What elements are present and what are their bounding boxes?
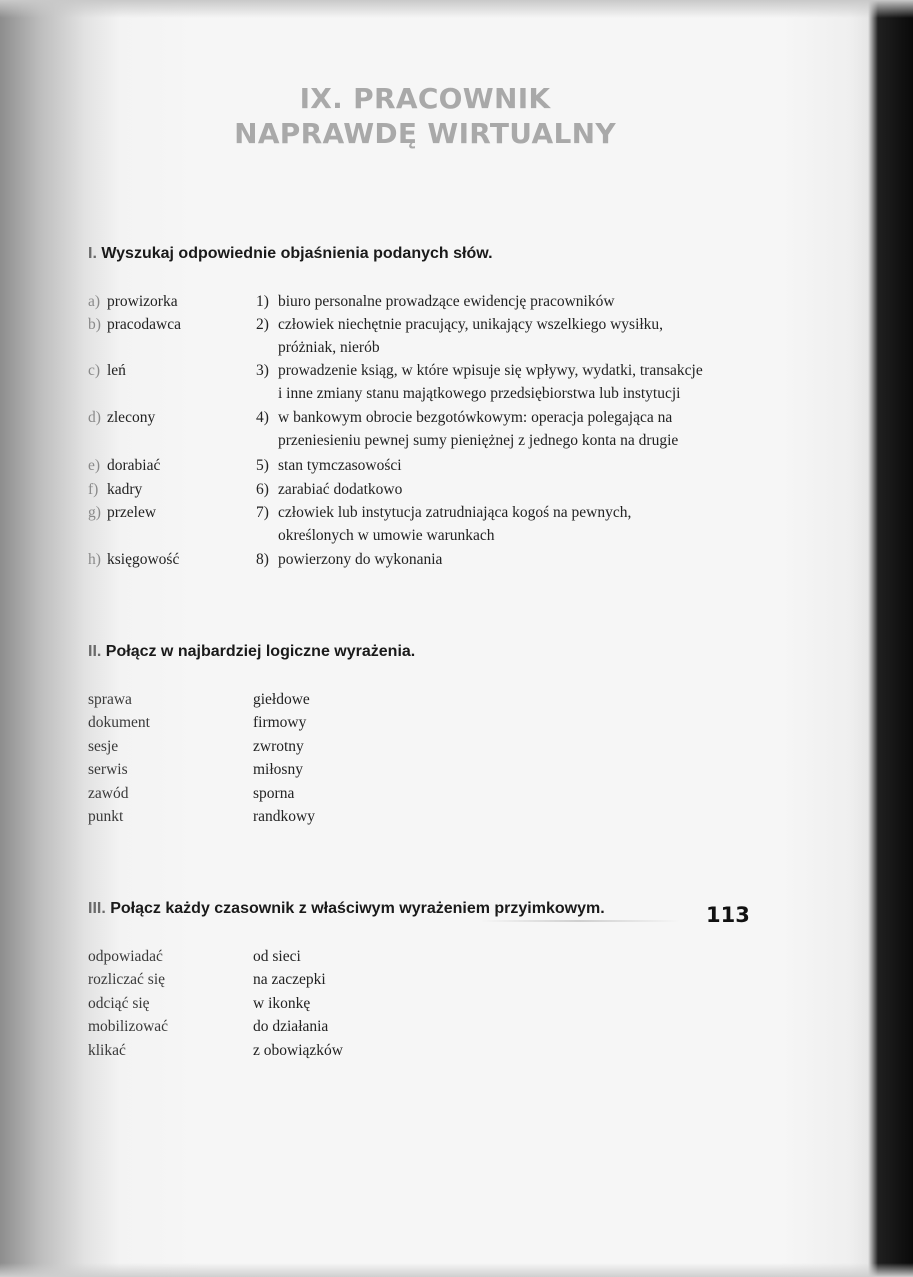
list-item: firmowy xyxy=(253,714,307,732)
list-item: mobilizować xyxy=(88,1018,169,1036)
definition-item: 8) powierzony do wykonania xyxy=(256,551,443,568)
section-2-heading xyxy=(88,643,415,661)
list-item: miłosny xyxy=(253,761,303,779)
section-1-heading xyxy=(88,245,493,263)
word-item: d) zlecony xyxy=(88,409,156,426)
list-item: do działania xyxy=(253,1018,329,1036)
definition-item: 4) w bankowym obrocie bezgotówkowym: operacja polegająca na przeniesieniu pewnej sumy pieniężnej z jednego konta na drugie xyxy=(256,409,679,449)
list-item: na zaczepki xyxy=(253,971,326,989)
divider xyxy=(480,920,680,922)
section-1-number: I. xyxy=(88,245,97,262)
definition-item: 6) zarabiać dodatkowo xyxy=(256,481,403,498)
list-item: w ikonkę xyxy=(253,994,311,1012)
list-item: rozliczać się xyxy=(88,971,166,989)
word-item: g) przelew xyxy=(88,504,157,521)
section-1-instruction: Wyszukaj odpowiednie objaśnienia podanych słów. xyxy=(101,245,493,262)
list-item: od sieci xyxy=(253,948,301,965)
list-item: zawód xyxy=(88,784,129,802)
definition-item: 3) prowadzenie ksiąg, w które wpisuje się wpływy, wydatki, transakcje i inne zmiany stanu majątkowego przedsiębiorstwa lub instytucji xyxy=(256,362,703,402)
definition-item: 1) biuro personalne prowadzące ewidencję pracowników xyxy=(256,293,615,310)
definition-item: 5) stan tymczasowości xyxy=(256,457,402,474)
section-3-left-column xyxy=(88,945,168,1062)
section-3-heading xyxy=(88,900,605,918)
list-item: dokument xyxy=(88,714,150,732)
section-3-right-column xyxy=(253,945,343,1062)
list-item: klikać xyxy=(88,1041,126,1059)
list-item: odpowiadać xyxy=(88,948,163,965)
definition-item: 2) człowiek niechętnie pracujący, unikający wszelkiego wysiłku, próżniak, nierób xyxy=(256,316,664,356)
scan-shadow-bottom xyxy=(0,1263,913,1277)
list-item: z obowiązków xyxy=(253,1041,343,1059)
list-item: serwis xyxy=(88,761,128,779)
section-3-instruction: Połącz każdy czasownik z właściwym wyrażeniem przyimkowym. xyxy=(110,900,605,917)
chapter-title-line-1: IX. PRACOWNIK xyxy=(299,82,551,115)
definition-item: 7) człowiek lub instytucja zatrudniająca kogoś na pewnych, określonych w umowie warunkach xyxy=(256,504,632,544)
word-item: a) prowizorka xyxy=(88,293,178,310)
list-item: sporna xyxy=(253,784,295,802)
word-item: f) kadry xyxy=(88,481,143,498)
scan-shadow-top xyxy=(0,0,913,18)
section-3-number: III. xyxy=(88,900,106,917)
word-item: e) dorabiać xyxy=(88,457,161,474)
list-item: giełdowe xyxy=(253,691,310,708)
page-number: 113 xyxy=(706,903,750,927)
list-item: zwrotny xyxy=(253,737,304,755)
word-item: c) leń xyxy=(88,362,126,379)
chapter-title-line-2: NAPRAWDĘ WIRTUALNY xyxy=(234,117,616,150)
list-item: odciąć się xyxy=(88,994,150,1012)
list-item: punkt xyxy=(88,808,124,826)
section-2-right-column xyxy=(253,688,315,828)
section-2-left-column xyxy=(88,688,150,828)
word-item: b) pracodawca xyxy=(88,316,182,333)
section-2-instruction: Połącz w najbardziej logiczne wyrażenia. xyxy=(105,643,416,660)
word-item: h) księgowość xyxy=(88,551,180,568)
section-2-number: II. xyxy=(88,643,102,660)
list-item: sesje xyxy=(88,737,119,755)
list-item: sprawa xyxy=(88,691,132,708)
list-item: randkowy xyxy=(253,808,315,826)
